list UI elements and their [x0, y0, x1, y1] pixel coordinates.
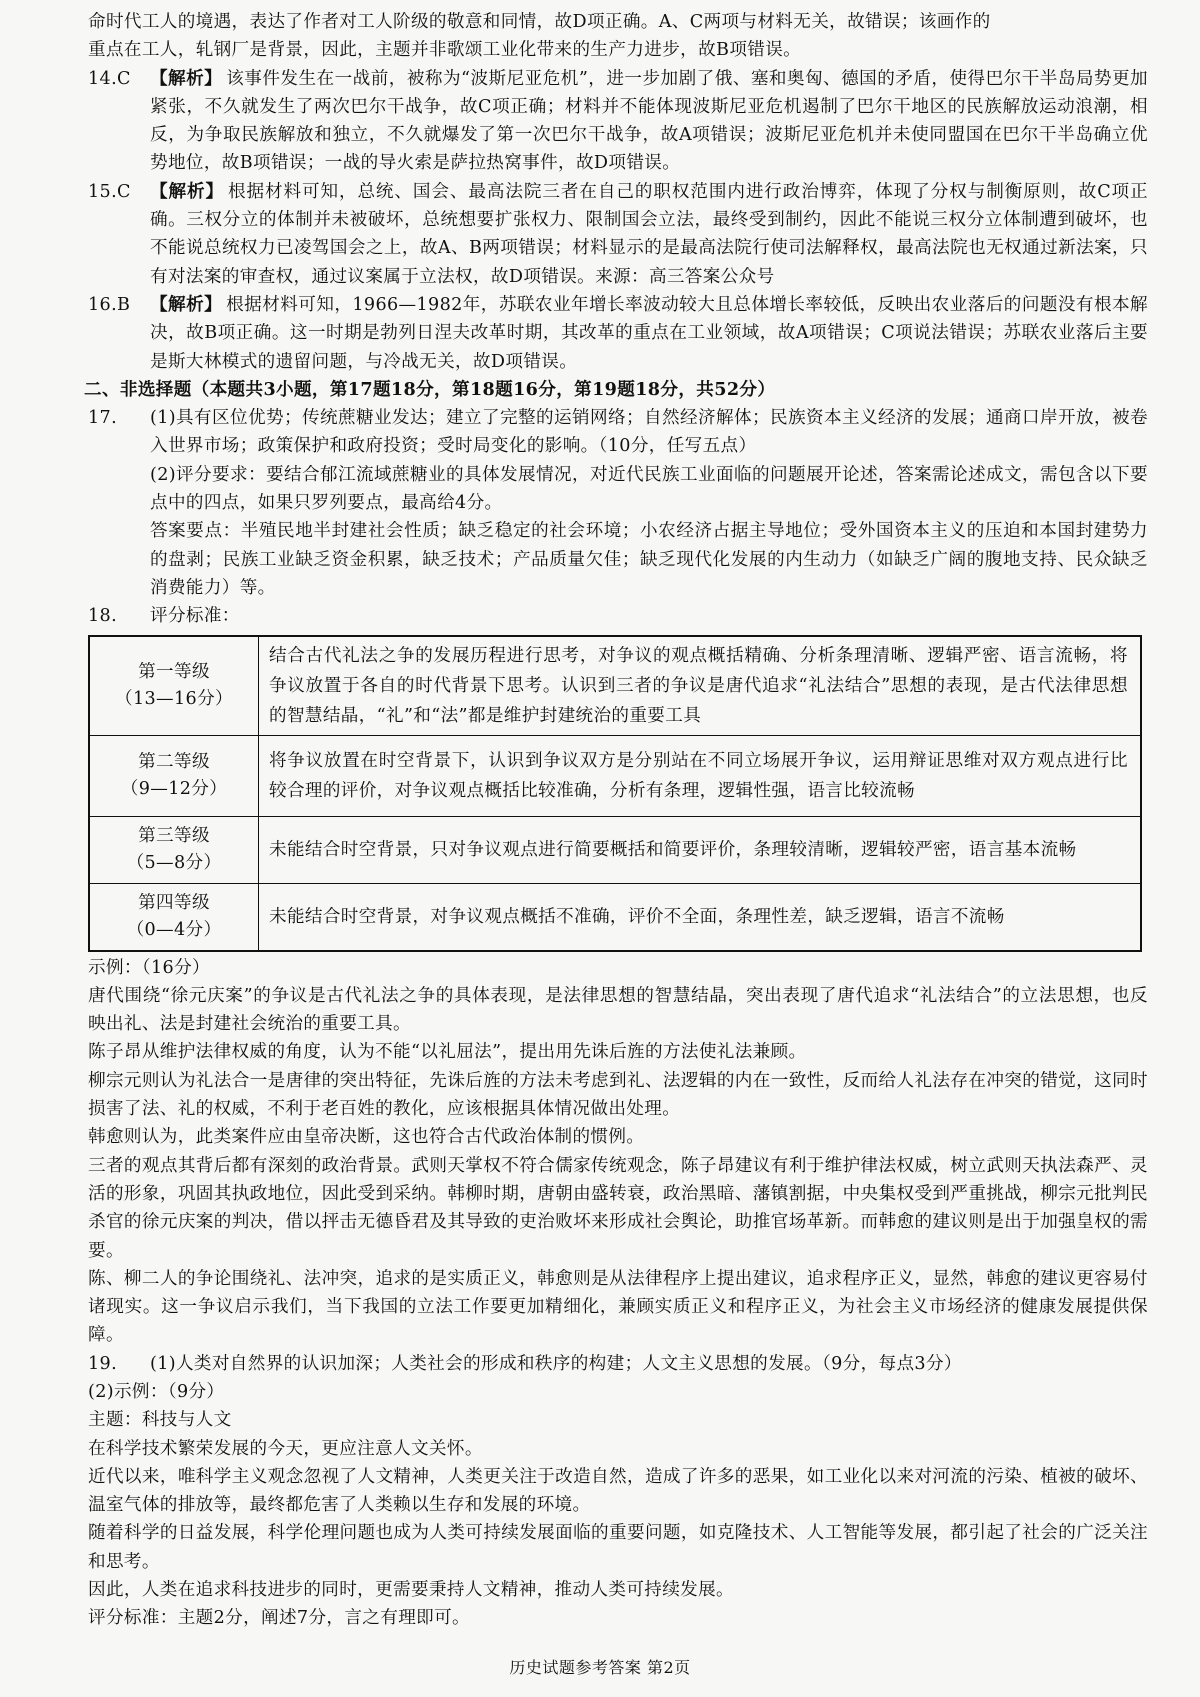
level-cell: 第三等级 （5—8分）	[89, 816, 259, 883]
question-15	[88, 178, 1148, 291]
q19-paragraph: 在科学技术繁荣发展的今天，更应注意人文关怀。	[88, 1438, 483, 1459]
page-content	[84, 8, 1149, 1633]
q18-paragraph: 柳宗元则认为礼法合一是唐律的突出特征，先诛后旌的方法未考虑到礼、法逻辑的内在一致性，反而给人礼法存在冲突的错觉，这同时损害了法、礼的权威，不利于老百姓的教化，应该根据具体情况做出处理。	[88, 1070, 1148, 1120]
q18-paragraph: 三者的观点其背后都有深刻的政治背景。武则天掌权不符合儒家传统观念，陈子昂建议有利于维护律法权威，树立武则天执法森严、灵活的形象，巩固其执政地位，因此受到采纳。韩柳时期，唐朝由盛转衰，政治黑暗、藩镇割据，中央集权受到严重挑战，柳宗元批判民杀官的徐元庆案的判决，借以抨击无德昏君及其导致的吏治败坏来形成社会舆论，助推官场革新。而韩愈的建议则是出于加强皇权的需要。	[88, 1155, 1148, 1261]
analysis-tag: 【解析】	[150, 180, 224, 202]
question-number: 19.	[88, 1353, 118, 1374]
q19-grading: 评分标准：主题2分，阐述7分，言之有理即可。	[88, 1608, 470, 1629]
q18-paragraph: 唐代围绕“徐元庆案”的争议是古代礼法之争的具体表现，是法律思想的智慧结晶，突出表现了唐代追求“礼法结合”的立法思想，也反映出礼、法是封建社会统治的重要工具。	[88, 985, 1148, 1035]
q19-paragraph: 随着科学的日益发展，科学伦理问题也成为人类可持续发展面临的重要问题，如克隆技术、人工智能等发展，都引起了社会的广泛关注和思考。	[88, 1523, 1148, 1572]
question-18	[88, 602, 1148, 630]
q17-part2: (2)评分要求：要结合郁江流域蔗糖业的具体发展情况，对近代民族工业面临的问题展开论述，答案需论述成文，需包含以下要点中的四点，如果只罗列要点，最高给4分。	[150, 464, 1148, 514]
level-description: 将争议放置在时空背景下，认识到争议双方是分别站在不同立场展开争议，运用辩证思维对双方观点进行比较合理的评价，对争议观点概括比较准确，分析有条理，逻辑性强，语言比较流畅	[259, 735, 1142, 816]
q18-paragraph: 韩愈则认为，此类案件应由皇帝决断，这也符合古代政治体制的惯例。	[88, 1127, 645, 1148]
question-number: 14.C	[88, 68, 131, 89]
question-number: 17.	[88, 408, 118, 429]
question-number: 18.	[88, 606, 118, 627]
section-title: 二、非选择题（本题共3小题，第17题18分，第18题16分，第19题18分，共52分）	[84, 378, 776, 400]
question-19	[88, 1350, 1148, 1378]
q17-part1: (1)具有区位优势；传统蔗糖业发达；建立了完整的运销网络；自然经济解体；民族资本主义经济的发展；通商口岸开放，被卷入世界市场；政策保护和政府投资；受时局变化的影响。（10分，任写五点）	[150, 408, 1148, 457]
level-cell: 第一等级 （13—16分）	[89, 636, 259, 736]
analysis-tag: 【解析】	[150, 67, 223, 89]
q18-paragraph: 陈、柳二人的争论围绕礼、法冲突，追求的是实质正义，韩愈则是从法律程序上提出建议，追求程序正义，显然，韩愈的建议更容易付诸现实。这一争议启示我们，当下我国的立法工作要更加精细化，兼顾实质正义和程序正义，为社会主义市场经济的健康发展提供保障。	[88, 1268, 1148, 1346]
page-footer: 历史试题参考答案 第2页	[509, 1658, 691, 1677]
level-cell: 第二等级 （9—12分）	[89, 735, 259, 816]
q19-part1: (1)人类对自然界的认识加深；人类社会的形成和秩序的构建；人文主义思想的发展。（9分，每点3分）	[150, 1353, 962, 1374]
question-14	[88, 65, 1148, 178]
intro-line: 命时代工人的境遇，表达了作者对工人阶级的敬意和同情，故D项正确。A、C两项与材料无关，故错误；该画作的	[88, 12, 991, 32]
grading-row	[89, 735, 1141, 816]
level-description: 未能结合时空背景，只对争议观点进行简要概括和简要评价，条理较清晰，逻辑较严密，语言基本流畅	[259, 816, 1142, 883]
level-cell: 第四等级 （0—4分）	[89, 883, 259, 951]
q19-paragraph: 因此，人类在追求科技进步的同时，更需要秉持人文精神，推动人类可持续发展。	[88, 1580, 734, 1601]
q18-header: 评分标准：	[150, 606, 240, 627]
question-number: 16.B	[88, 294, 131, 315]
intro-line: 重点在工人，轧钢厂是背景，因此，主题并非歌颂工业化带来的生产力进步，故B项错误。	[88, 40, 802, 61]
analysis-tag: 【解析】	[150, 293, 223, 315]
question-explanation: 【解析】 根据材料可知，总统、国会、最高法院三者在自己的职权范围内进行政治博弈，体现了分权与制衡原则，故C项正确。三权分立的体制并未被破坏，总统想要扩张权力、限制国会立法，最终受到制约，因此不能说三权分立体制遭到破坏，也不能说总统权力已凌驾国会之上，故A、B两项错误；材料显示的是最高法院行使司法解释权，最高法院也无权通过新法案，只有对法案的审查权，通过议案属于立法权，故D项错误。来源：高三答案公众号	[150, 180, 1149, 287]
level-description: 结合古代礼法之争的发展历程进行思考，对争议的观点概括精确、分析条理清晰、逻辑严密、语言流畅，将争议放置于各自的时代背景下思考。认识到三者的争议是唐代追求“礼法结合”思想的表现，是古代法律思想的智慧结晶，“礼”和“法”都是维护封建统治的重要工具	[259, 636, 1142, 736]
question-number: 15.C	[88, 181, 131, 202]
question-16	[88, 291, 1148, 376]
q19-paragraph: 近代以来，唯科学主义观念忽视了人文精神，人类更关注于改造自然，造成了许多的恶果，如工业化以来对河流的污染、植被的破坏、温室气体的排放等，最终都危害了人类赖以生存和发展的环境。	[88, 1466, 1148, 1516]
question-17	[88, 404, 1148, 602]
grading-row	[89, 883, 1141, 951]
q18-paragraph: 陈子昂从维护法律权威的角度，认为不能“以礼屈法”，提出用先诛后旌的方法使礼法兼顾。	[88, 1042, 807, 1063]
level-description: 未能结合时空背景，对争议观点概括不准确，评价不全面，条理性差，缺乏逻辑，语言不流畅	[259, 883, 1142, 951]
question-explanation: 【解析】 根据材料可知，1966—1982年，苏联农业年增长率波动较大且总体增长率较低，反映出农业落后的问题没有根本解决，故B项正确。这一时期是勃列日涅夫改革时期，其改革的重点在工业领域，故A项错误；C项说法错误；苏联农业落后主要是斯大林模式的遗留问题，与冷战无关，故D项错误。	[150, 293, 1148, 372]
grading-row	[89, 816, 1141, 883]
q19-example-label: (2)示例：（9分）	[88, 1381, 225, 1402]
grading-table	[88, 635, 1142, 952]
grading-row	[89, 636, 1141, 736]
q18-example-label: 示例：（16分）	[88, 957, 210, 978]
q17-points: 答案要点：半殖民地半封建社会性质；缺乏稳定的社会环境；小农经济占据主导地位；受外国资本主义的压迫和本国封建势力的盘剥；民族工业缺乏资金积累，缺乏技术；产品质量欠佳；缺乏现代化发展的内生动力（如缺乏广阔的腹地支持、民众缺乏消费能力）等。	[150, 521, 1148, 598]
q19-theme: 主题：科技与人文	[88, 1410, 232, 1431]
question-explanation: 【解析】 该事件发生在一战前，被称为“波斯尼亚危机”，进一步加剧了俄、塞和奥匈、德国的矛盾，使得巴尔干半岛局势更加紧张，不久就发生了两次巴尔干战争，故C项正确；材料并不能体现波斯尼亚危机遏制了巴尔干地区的民族解放运动浪潮，相反，为争取民族解放和独立，不久就爆发了第一次巴尔干战争，故A项错误；波斯尼亚危机并未使同盟国在巴尔干半岛确立优势地位，故B项错误；一战的导火索是萨拉热窝事件，故D项错误。	[150, 67, 1148, 174]
